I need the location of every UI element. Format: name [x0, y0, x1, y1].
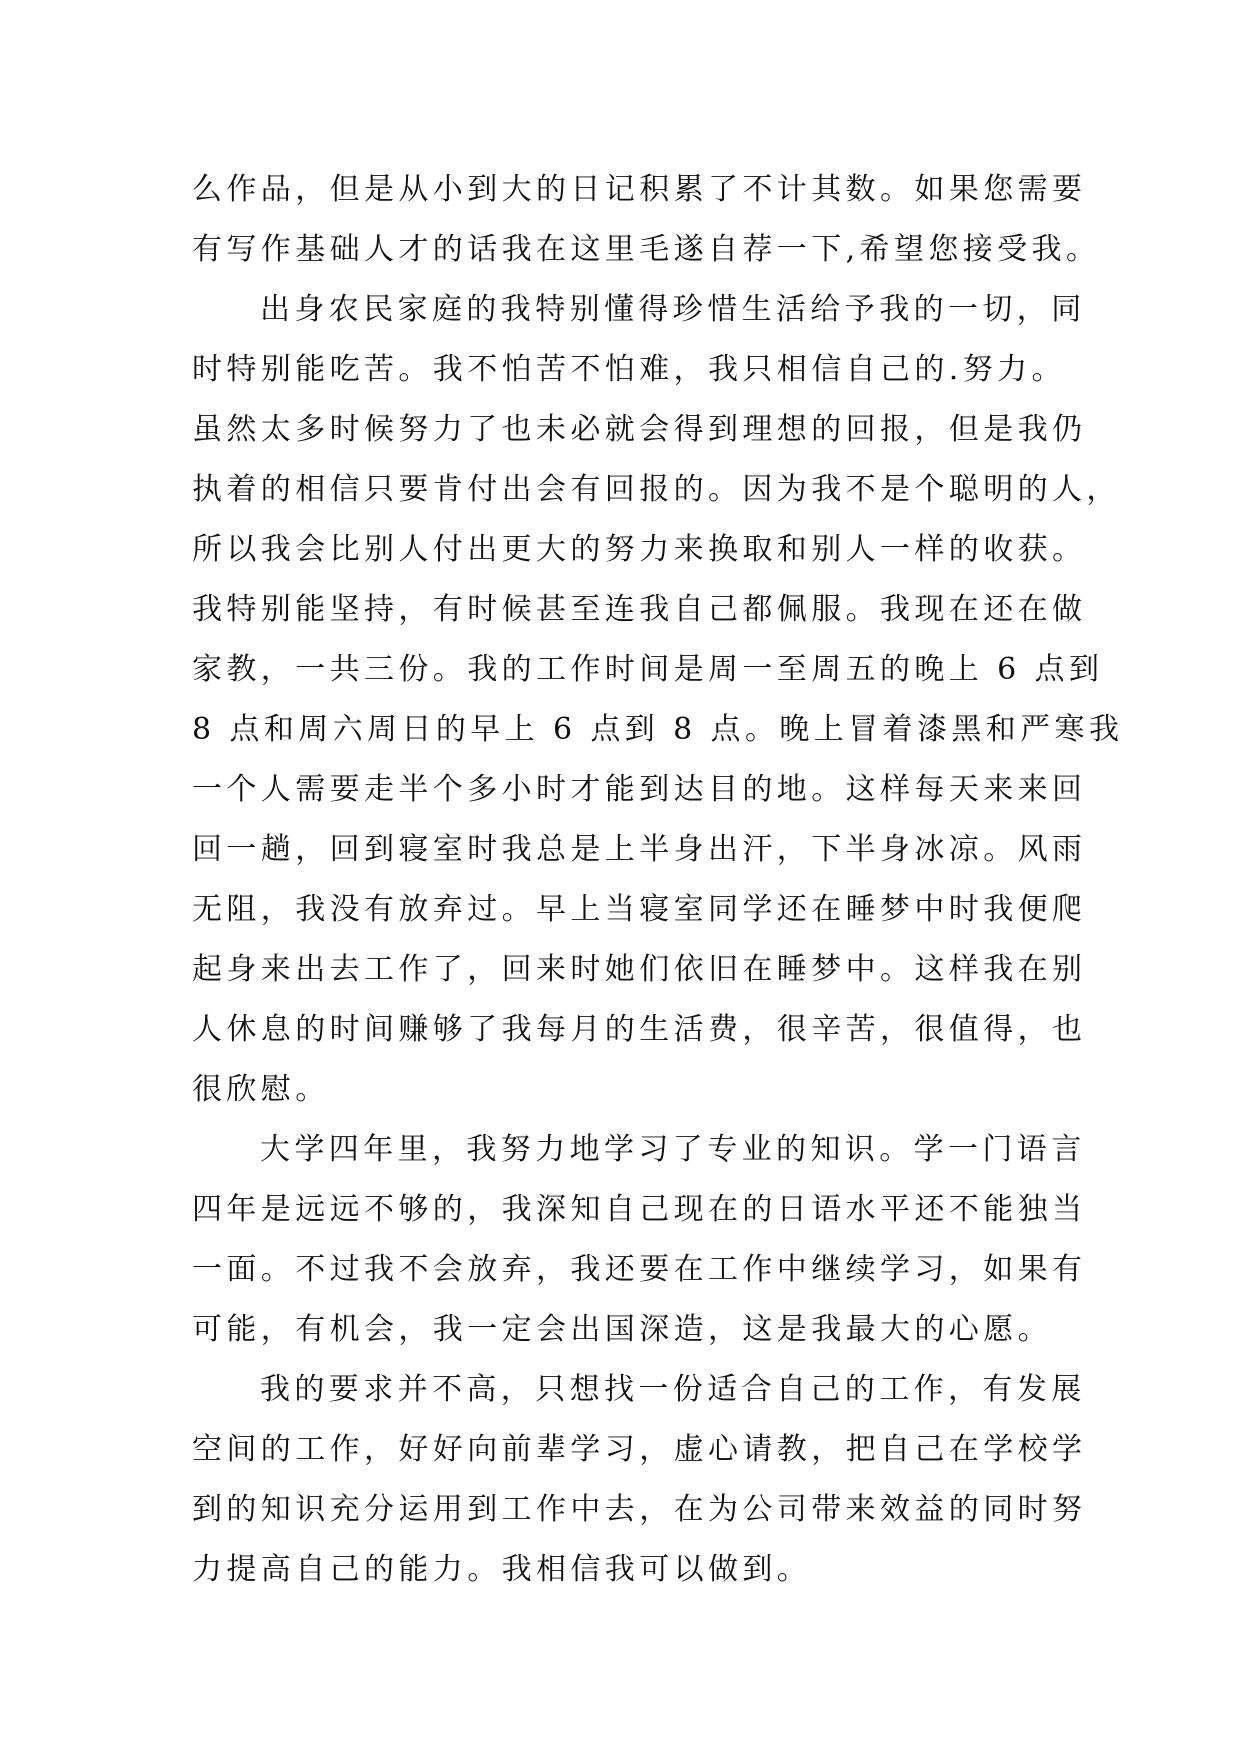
text-line: 么作品，但是从小到大的日记积累了不计其数。如果您需要: [192, 172, 1087, 207]
text-line: 空间的工作，好好向前辈学习，虚心请教，把自己在学校学: [192, 1432, 1087, 1467]
text-line: 很欣慰。: [192, 1072, 330, 1107]
text-line: 8 点和周六周日的早上 6 点到 8 点。晚上冒着漆黑和严寒我: [192, 712, 1124, 747]
text-line: 执着的相信只要肯付出会有回报的。因为我不是个聪明的人，: [192, 472, 1121, 507]
paragraph-start-line: 大学四年里，我努力地学习了专业的知识。学一门语言: [260, 1132, 1086, 1167]
paragraph-start-line: 我的要求并不高，只想找一份适合自己的工作，有发展: [260, 1372, 1086, 1407]
text-line: 家教，一共三份。我的工作时间是周一至周五的晚上 6 点到: [192, 652, 1104, 687]
text-line: 回一趟，回到寝室时我总是上半身出汗，下半身冰凉。风雨: [192, 832, 1087, 867]
text-line: 我特别能坚持，有时候甚至连我自己都佩服。我现在还在做: [192, 592, 1087, 627]
text-line: 力提高自己的能力。我相信我可以做到。: [192, 1552, 812, 1587]
text-line: 所以我会比别人付出更大的努力来换取和别人一样的收获。: [192, 532, 1087, 567]
body-text: [192, 160, 1124, 1600]
text-line: 人休息的时间赚够了我每月的生活费，很辛苦，很值得，也: [192, 1012, 1087, 1047]
text-line: 时特别能吃苦。我不怕苦不怕难，我只相信自己的.努力。: [192, 352, 1066, 387]
paragraph-start-line: 出身农民家庭的我特别懂得珍惜生活给予我的一切，同: [260, 292, 1086, 327]
text-line: 起身来出去工作了，回来时她们依旧在睡梦中。这样我在别: [192, 952, 1087, 987]
text-line: 可能，有机会，我一定会出国深造，这是我最大的心愿。: [192, 1312, 1052, 1347]
text-line: 虽然太多时候努力了也未必就会得到理想的回报，但是我仍: [192, 412, 1087, 447]
text-line: 一面。不过我不会放弃，我还要在工作中继续学习，如果有: [192, 1252, 1087, 1287]
text-line: 四年是远远不够的，我深知自己现在的日语水平还不能独当: [192, 1192, 1087, 1227]
text-line: 有写作基础人才的话我在这里毛遂自荐一下,希望您接受我。: [192, 232, 1101, 267]
text-line: 无阻，我没有放弃过。早上当寝室同学还在睡梦中时我便爬: [192, 892, 1087, 927]
text-line: 一个人需要走半个多小时才能到达目的地。这样每天来来回: [192, 772, 1087, 807]
text-line: 到的知识充分运用到工作中去，在为公司带来效益的同时努: [192, 1492, 1087, 1527]
